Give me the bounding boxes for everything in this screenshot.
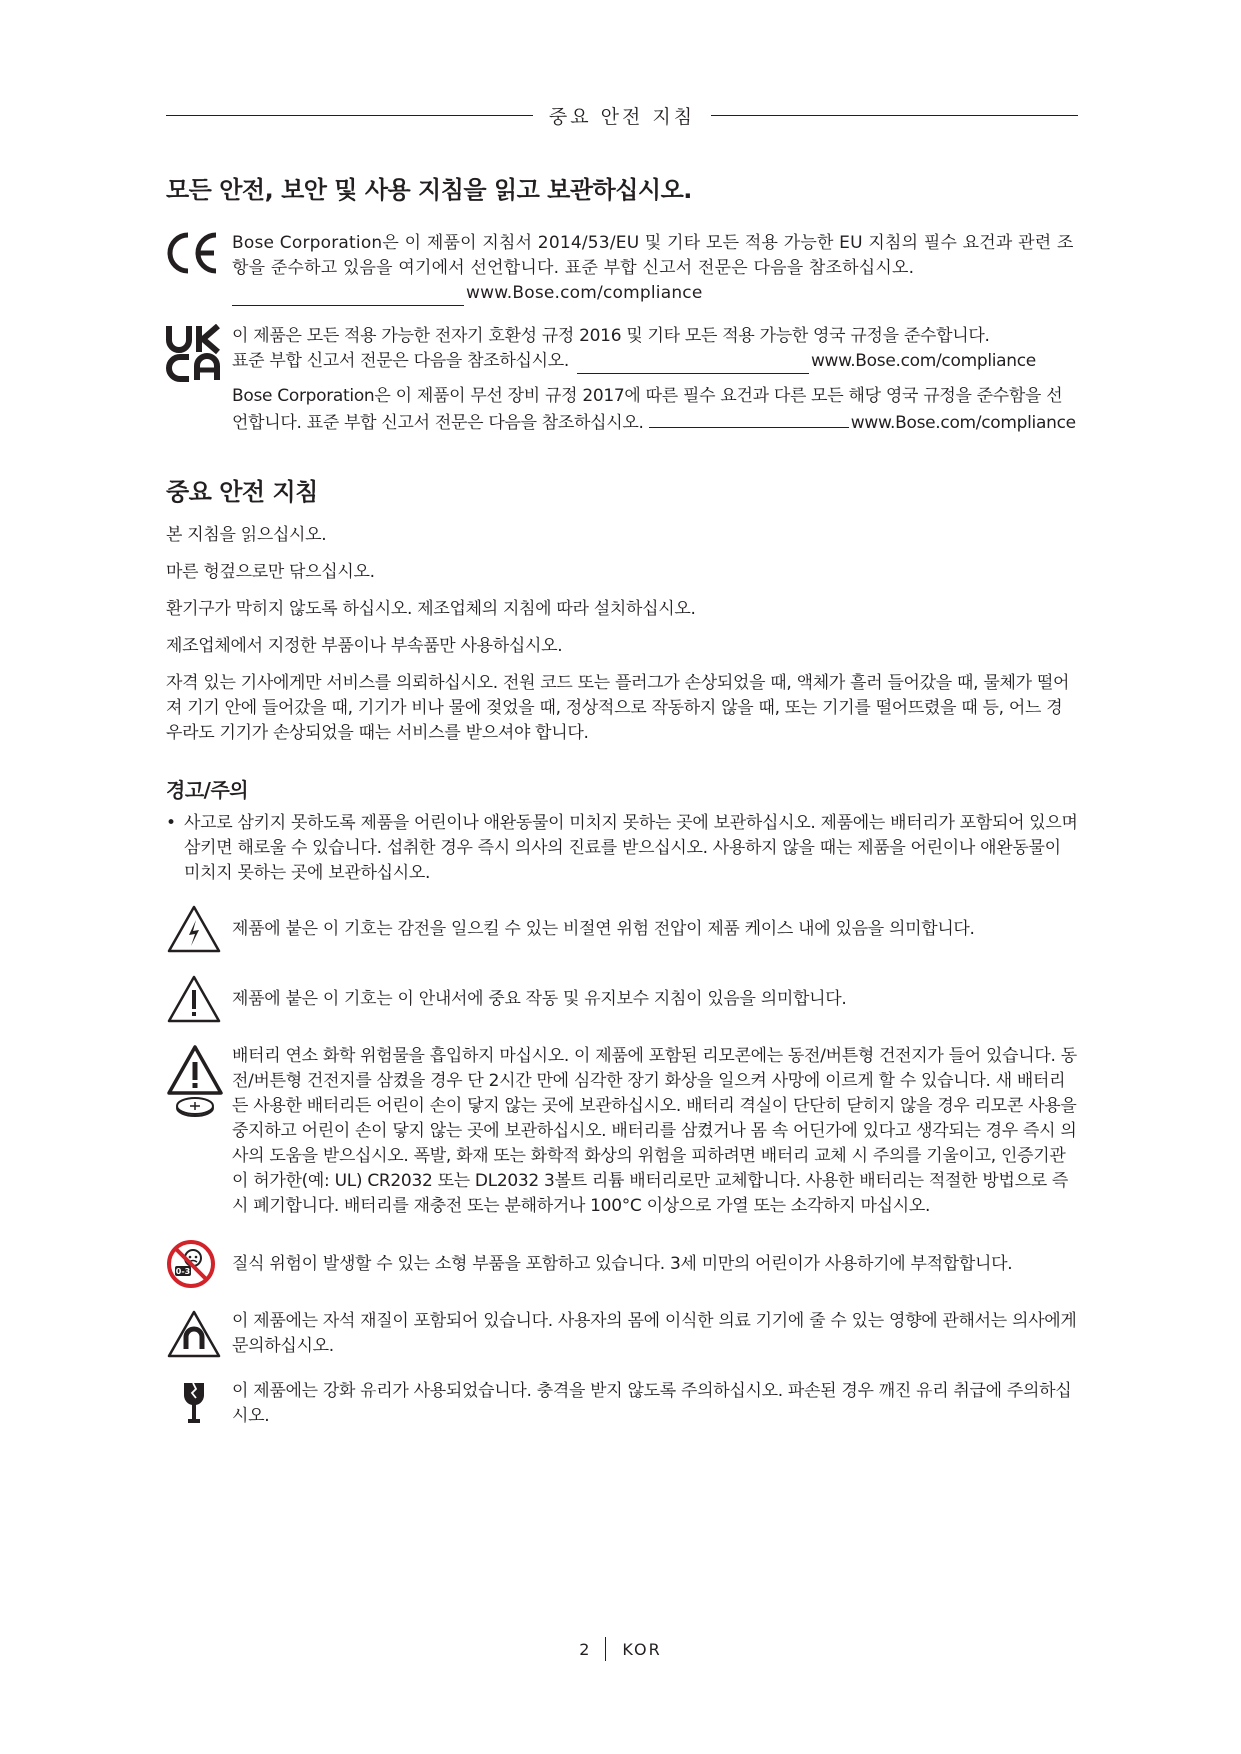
ukca-compliance-link-2[interactable]: www.Bose.com/compliance bbox=[850, 413, 1076, 433]
safety-item-1: 본 지침을 읽으십시오. bbox=[166, 525, 327, 545]
running-head-rule-left bbox=[166, 115, 533, 116]
ukca-reference-text-1: 표준 부합 신고서 전문은 다음을 참조하십시오. bbox=[232, 351, 569, 371]
warning-bullet-text: 사고로 삼키지 못하도록 제품을 어린이나 애완동물이 미치지 못하는 곳에 보관하십시오. 제품에는 배터리가 포함되어 있으며 삼키면 해로울 수 있습니다. 섭취한 경우 즉시 의사의 진료를 받으십시오. 사용하지 않을 때는 제품을 어린이나 애완동물이 미치지 못하는 곳에 보관하십시오. bbox=[184, 813, 1078, 883]
symbol-row-battery bbox=[166, 1044, 1078, 1219]
symbol-text-magnet: 이 제품에는 자석 재질이 포함되어 있습니다. 사용자의 몸에 이식한 의료 기기에 줄 수 있는 영향에 관해서는 의사에게 문의하십시오. bbox=[232, 1311, 1077, 1356]
symbol-row-choking bbox=[166, 1239, 1078, 1289]
running-head-text: 중요 안전 지침 bbox=[548, 105, 696, 128]
safety-item-2: 마른 헝겊으로만 닦으십시오. bbox=[166, 562, 375, 582]
warning-bullet bbox=[166, 811, 1078, 886]
ukca-mark-icon bbox=[166, 324, 232, 382]
ce-mark-icon bbox=[166, 231, 232, 275]
ce-declaration-text: Bose Corporation은 이 제품이 지침서 2014/53/EU 및 기타 모든 적용 가능한 EU 지침의 필수 요건과 관련 조항을 준수하고 있음을 여기에서 선언합니다. 표준 부합 신고서 전문은 다음을 참조하십시오. bbox=[232, 233, 1074, 278]
page-footer bbox=[0, 1637, 1241, 1661]
page-title: 모든 안전, 보안 및 사용 지침을 읽고 보관하십시오. bbox=[166, 176, 692, 204]
page-content bbox=[166, 170, 1078, 1449]
choking-hazard-icon bbox=[166, 1239, 232, 1289]
bullet-dot: • bbox=[166, 813, 176, 833]
symbol-text-battery: 배터리 연소 화학 위험물을 흡입하지 마십시오. 이 제품에 포함된 리모콘에는 동전/버튼형 건전지가 들어 있습니다. 동전/버튼형 건전지를 삼켰을 경우 단 2시간 만에 심각한 장기 화상을 일으켜 사망에 이르게 할 수 있습니다. 새 배터리든 사용한 배터리든 어린이 손이 닿지 않는 곳에 보관하십시오. 배터리 격실이 단단히 닫히지 않을 경우 리모콘 사용을 중지하고 어린이 손이 닿지 않는 곳에 보관하십시오. 배터리를 삼켰거나 몸 속 어딘가에 있다고 생각되는 경우 즉시 의사의 도움을 받으십시오. 폭발, 화재 또는 화학적 화상의 위험을 피하려면 배터리 교체 시 주의를 기울이고, 인증기관이 허가한(예: UL) CR2032 또는 DL2032 3볼트 리튬 배터리로만 교체합니다. 사용한 배터리는 적절한 방법으로 즉시 폐기합니다. 배터리를 재충전 또는 분해하거나 100°C 이상으로 가열 또는 소각하지 마십시오. bbox=[232, 1046, 1077, 1216]
symbol-text-choking: 질식 위험이 발생할 수 있는 소형 부품을 포함하고 있습니다. 3세 미만의 어린이가 사용하기에 부적합합니다. bbox=[232, 1253, 1013, 1274]
ukca-radio-text: Bose Corporation은 이 제품이 무선 장비 규정 2017에 따른 필수 요건과 다른 모든 해당 영국 규정을 준수함을 선언합니다. 표준 부합 신고서 전문은 다음을 참조하십시오. www.Bose.com/compliance bbox=[232, 386, 1076, 433]
symbol-row-lightning bbox=[166, 904, 1078, 954]
warnings-heading: 경고/주의 bbox=[166, 778, 249, 802]
symbol-row-glass bbox=[166, 1379, 1078, 1429]
ukca-compliance-block bbox=[166, 324, 1078, 436]
choking-icon-age-label: 0-3 bbox=[175, 1267, 191, 1276]
ukca-emc-text: 이 제품은 모든 적용 가능한 전자기 호환성 규정 2016 및 기타 모든 적용 가능한 영국 규정을 준수합니다. bbox=[232, 326, 990, 346]
symbol-text-lightning: 제품에 붙은 이 기호는 감전을 일으킬 수 있는 비절연 위험 전압이 제품 케이스 내에 있음을 의미합니다. bbox=[232, 918, 975, 939]
ce-blank-line bbox=[232, 287, 464, 306]
symbol-text-glass: 이 제품에는 강화 유리가 사용되었습니다. 충격을 받지 않도록 주의하십시오. 파손된 경우 깨진 유리 취급에 주의하십시오. bbox=[232, 1381, 1072, 1426]
lightning-triangle-icon bbox=[166, 904, 232, 954]
safety-heading: 중요 안전 지침 bbox=[166, 478, 318, 506]
ukca-compliance-link-1[interactable]: www.Bose.com/compliance bbox=[810, 351, 1036, 371]
battery-warning-icon bbox=[166, 1044, 232, 1120]
page-number: 2 bbox=[579, 1639, 592, 1659]
running-head bbox=[166, 100, 1078, 130]
ce-compliance-block bbox=[166, 231, 1078, 306]
symbol-text-exclamation: 제품에 붙은 이 기호는 이 안내서에 중요 작동 및 유지보수 지침이 있음을 의미합니다. bbox=[232, 988, 847, 1009]
safety-item-4: 제조업체에서 지정한 부품이나 부속품만 사용하십시오. bbox=[166, 636, 563, 656]
footer-language: KOR bbox=[622, 1639, 662, 1659]
symbol-row-exclamation bbox=[166, 974, 1078, 1024]
magnet-triangle-icon bbox=[166, 1309, 232, 1359]
ukca-blank-line-2 bbox=[649, 409, 849, 428]
safety-item-5: 자격 있는 기사에게만 서비스를 의뢰하십시오. 전원 코드 또는 플러그가 손상되었을 때, 액체가 흘러 들어갔을 때, 물체가 떨어져 기기 안에 들어갔을 때, 기기가 비나 물에 젖었을 때, 정상적으로 작동하지 않을 때, 또는 기기를 떨어뜨렸을 때 등, 어느 경우라도 기기가 손상되었을 때는 서비스를 받으셔야 합니다. bbox=[166, 673, 1070, 743]
ce-compliance-link[interactable]: www.Bose.com/compliance bbox=[466, 283, 703, 303]
running-head-rule-right bbox=[711, 115, 1078, 116]
ukca-blank-line-1 bbox=[577, 355, 809, 374]
safety-item-3: 환기구가 막히지 않도록 하십시오. 제조업체의 지침에 따라 설치하십시오. bbox=[166, 599, 696, 619]
exclamation-triangle-icon bbox=[166, 974, 232, 1024]
symbol-row-magnet bbox=[166, 1309, 1078, 1359]
fragile-glass-icon bbox=[166, 1379, 232, 1429]
